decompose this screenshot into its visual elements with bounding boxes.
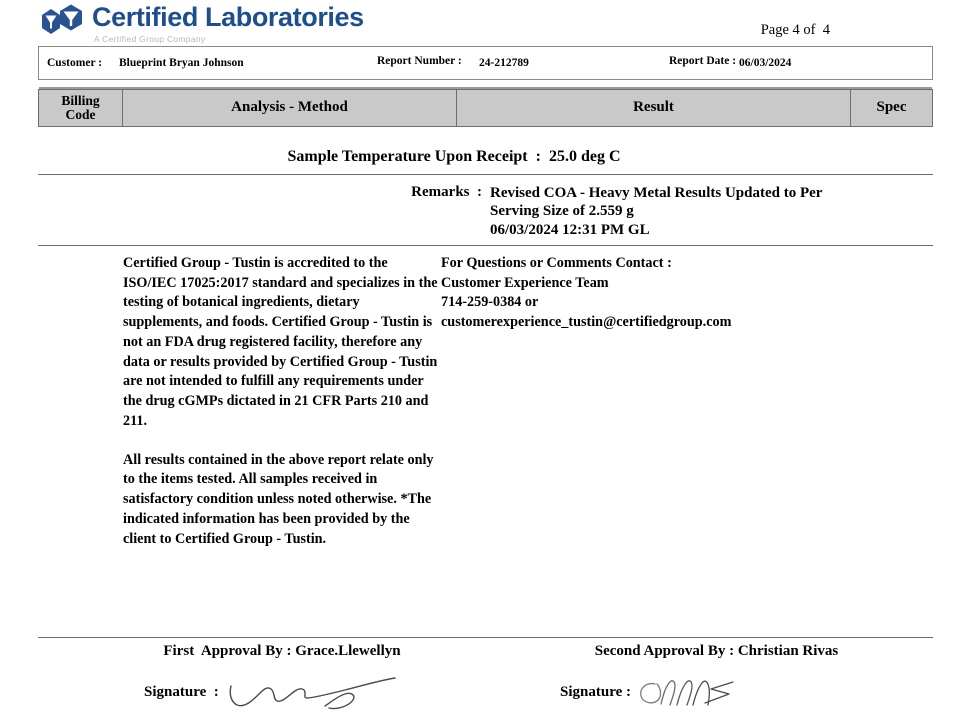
contact-column [438, 254, 908, 333]
report-date-label: Report Date : [669, 55, 737, 67]
contact-phone: 714-259-0384 or [441, 294, 539, 311]
disclaimer-column [38, 254, 438, 549]
report-date-value: 06/03/2024 [739, 57, 792, 69]
section-divider-bottom [38, 637, 933, 638]
column-header-billing-code [39, 90, 123, 126]
customer-value: Blueprint Bryan Johnson [119, 57, 244, 69]
second-approval-label: Second Approval By : Christian Rivas [594, 643, 839, 659]
remarks-label: Remarks : [411, 184, 482, 200]
remarks-line-1: Revised COA - Heavy Metal Results Updated to Per [490, 185, 823, 201]
footer-notes-area [38, 254, 933, 549]
column-header-spec: Spec [876, 99, 907, 116]
column-header-analysis-method: Analysis - Method [123, 90, 457, 126]
handwritten-signature-grace-llewellyn-icon [225, 672, 400, 712]
report-info-box [38, 46, 933, 80]
contact-heading: For Questions or Comments Contact : [441, 255, 672, 271]
column-header-result: Result [457, 90, 851, 126]
remarks-line-2: Serving Size of 2.559 g [490, 203, 634, 220]
sample-temperature-row: Sample Temperature Upon Receipt : 25.0 deg C [287, 148, 621, 165]
billing-code-line-2: Code [65, 107, 96, 122]
first-signature-label: Signature : [144, 683, 219, 700]
disclaimer-paragraph-1: Certified Group - Tustin is accredited to the ISO/IEC 17025:2017 standard and specializes in the testing of botanical ingredients, dietary supplements, and foods. Certified Group - Tustin is not an FDA drug registered facility, therefore any data or results provided by Certified Group - Tustin are not intended to fulfill any requirements under the drug cGMPs dictated in 21 CFR Parts 210 and 211. [123, 255, 438, 429]
section-divider-top [38, 174, 933, 175]
brand-name: Certified Laboratories [92, 2, 364, 32]
report-number-label: Report Number : [377, 55, 462, 67]
brand-text [92, 2, 364, 44]
remarks-row [38, 184, 933, 239]
brand-logo [38, 2, 364, 44]
report-number-value: 24-212789 [479, 57, 529, 69]
contact-email: customerexperience_tustin@certifiedgroup.com [441, 314, 732, 331]
second-signature-row [490, 672, 933, 712]
first-approval-label: First Approval By : Grace.Llewellyn [163, 643, 401, 659]
contact-team: Customer Experience Team [441, 274, 609, 291]
brand-tagline: A Certified Group Company [94, 34, 206, 44]
second-signature-label: Signature : [560, 683, 631, 700]
first-approval-block [38, 643, 490, 712]
page-header [0, 0, 960, 46]
page-indicator: Page 4 of 4 [760, 22, 830, 38]
section-divider-middle [38, 245, 933, 246]
approvals-area [38, 643, 933, 712]
results-table-header [38, 89, 933, 127]
customer-label: Customer : [47, 57, 103, 69]
disclaimer-paragraph-2: All results contained in the above report relate only to the items tested. All samples received in satisfactory condition unless noted otherwise. *The indicated information has been provided by the client to Certified Group - Tustin. [123, 451, 434, 547]
billing-code-line-1: Billing [61, 92, 100, 108]
hexagon-funnel-logo-icon [38, 3, 84, 41]
remarks-value [490, 184, 822, 239]
handwritten-signature-christian-rivas-icon [637, 672, 747, 712]
remarks-line-3: 06/03/2024 12:31 PM GL [490, 221, 650, 238]
first-signature-row [38, 672, 490, 712]
second-approval-block [490, 643, 933, 712]
